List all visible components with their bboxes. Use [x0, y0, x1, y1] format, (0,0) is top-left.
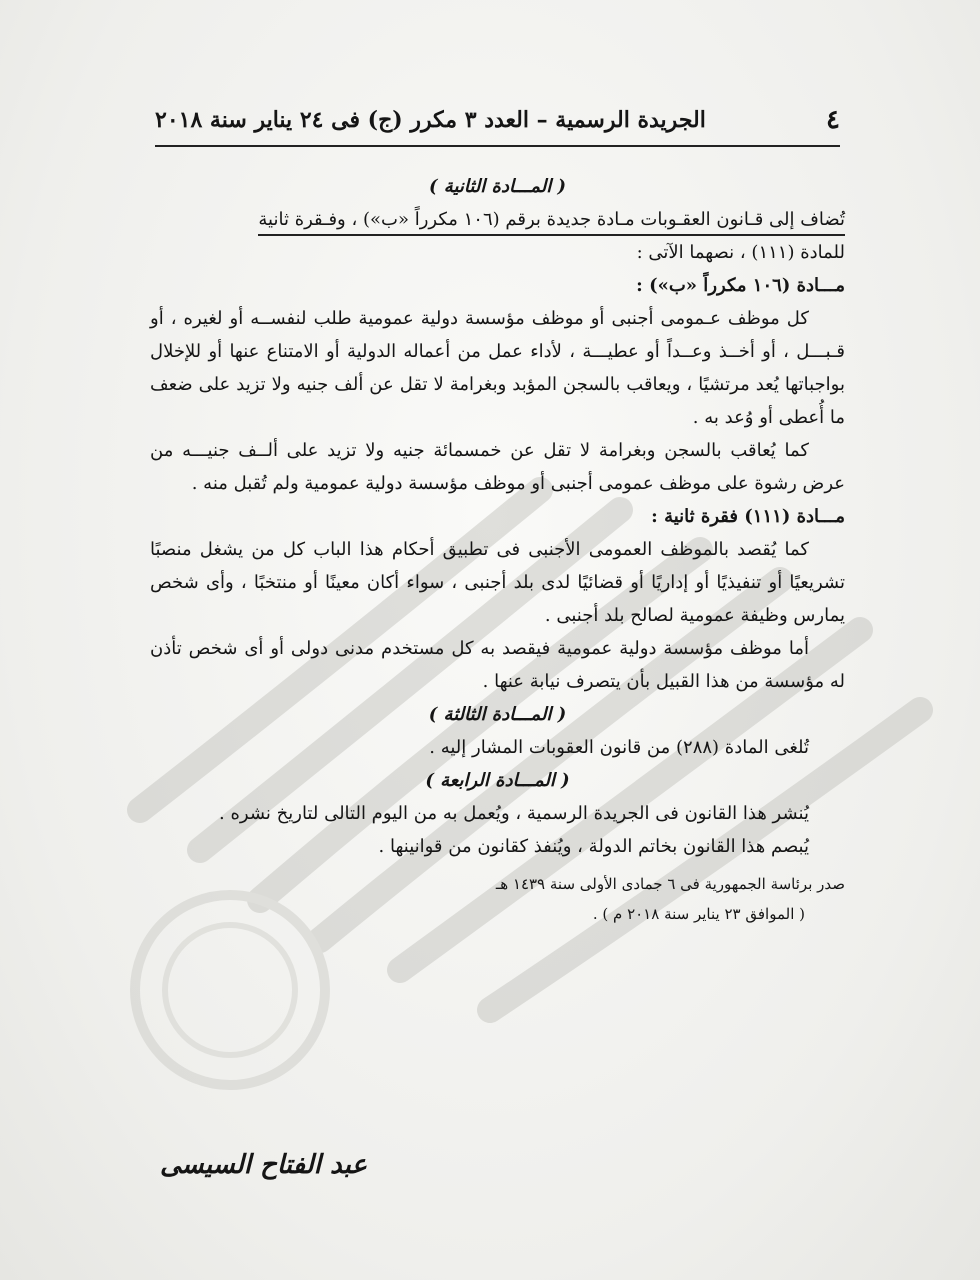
- header-title: الجريدة الرسمية – العدد ٣ مكرر (ج) فى ٢٤ يناير سنة ٢٠١٨: [155, 107, 706, 133]
- article-heading: ( المـــادة الثانية ): [429, 176, 566, 197]
- subarticle-heading: مـــادة (١١١) فقرة ثانية :: [651, 506, 845, 527]
- signature: عبد الفتاح السيسى: [160, 1150, 368, 1180]
- article-heading: ( المـــادة الرابعة ): [425, 770, 570, 791]
- paragraph: أما موظف مؤسسة دولية عمومية فيقصد به كل مستخدم مدنى دولى أو أى شخص تأذن له مؤسسة من هذا القبيل بأن يتصرف نيابة عنها .: [150, 638, 845, 692]
- article-intro-line: تُضاف إلى قـانون العقـوبات مـادة جديدة برقم (١٠٦ مكرراً «ب») ، وفـقرة ثانية: [150, 203, 845, 236]
- issued-date-line-2: ( الموافق ٢٣ يناير سنة ٢٠١٨ م ) .: [592, 905, 805, 923]
- paragraph: تُلغى المادة (٢٨٨) من قانون العقوبات المشار إليه .: [429, 737, 809, 758]
- article-intro-line-2: للمادة (١١١) ، نصهما الآتى :: [636, 242, 845, 263]
- subarticle-heading: مـــادة (١٠٦ مكرراً «ب») :: [636, 275, 845, 296]
- paragraph: يُنشر هذا القانون فى الجريدة الرسمية ، ويُعمل به من اليوم التالى لتاريخ نشره .: [219, 803, 809, 824]
- paragraph: كما يُعاقب بالسجن وبغرامة لا تقل عن خمسمائة جنيه ولا تزيد على ألــف جنيـــه من عرض رشوة على موظف عمومى أجنبى أو موظف مؤسسة دولية عمومية ولم تُقبل منه .: [150, 440, 845, 494]
- issued-date-line: صدر برئاسة الجمهورية فى ٦ جمادى الأولى سنة ١٤٣٩ هـ: [495, 875, 845, 893]
- article-heading: ( المـــادة الثالثة ): [428, 704, 567, 725]
- page-header: [155, 95, 840, 147]
- paragraph: كما يُقصد بالموظف العمومى الأجنبى فى تطبيق أحكام هذا الباب كل من يشغل منصبًا تشريعيًا أو تنفيذيًا أو إداريًا أو قضائيًا لدى بلد أجنبى ، سواء أكان معينًا أو منتخبًا ، وأى شخص يمارس وظيفة عمومية لصالح بلد أجنبى .: [150, 539, 845, 626]
- paragraph: يُبصم هذا القانون بخاتم الدولة ، ويُنفذ كقانون من قوانينها .: [378, 836, 809, 857]
- document-body: [150, 170, 845, 929]
- paragraph: كل موظف عـمومى أجنبى أو موظف مؤسسة دولية عمومية طلب لنفســه أو لغيره ، أو قـبـــل ، أو أخــذ وعــداً أو عطيـــة ، لأداء عمل من أعماله الدولية أو الامتناع عنها أو للإخلال بواجباتها يُعد مرتشيًا ، ويعاقب بالسجن المؤبد وبغرامة لا تقل عن ألف جنيه ولا تزيد على ضعف ما أُعطى أو وُعد به .: [150, 308, 845, 428]
- page-number: ٤: [826, 105, 840, 135]
